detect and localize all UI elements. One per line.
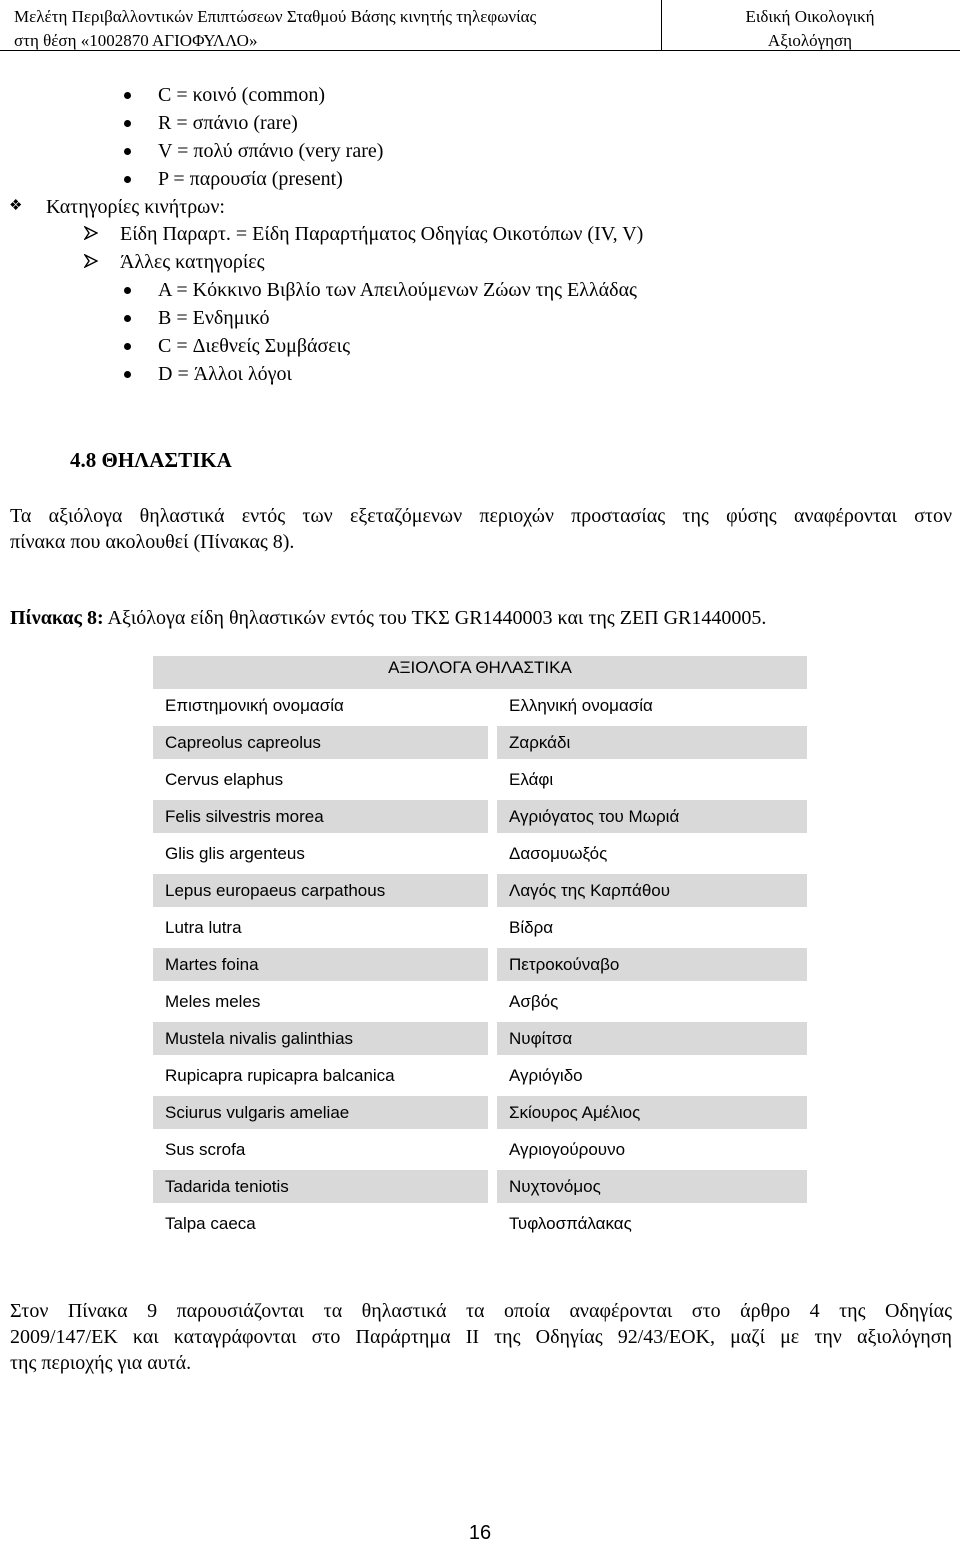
- list-item: V = πολύ σπάνιο (very rare): [158, 140, 384, 162]
- header-divider: [661, 0, 662, 50]
- cell-scientific-name: Meles meles: [165, 992, 261, 1011]
- cell-greek-name: Ζαρκάδι: [497, 726, 807, 759]
- cell-scientific-name: Capreolus capreolus: [153, 726, 488, 759]
- cell-greek-name: Ασβός: [509, 992, 559, 1011]
- intro-line-1: Τα αξιόλογα θηλαστικά εντός των εξεταζόμενων περιοχών προστασίας της φύσης αναφέρονται στον: [10, 505, 952, 527]
- column-header-scientific: Επιστημονική ονομασία: [165, 696, 344, 715]
- cell-scientific-name: Tadarida teniotis: [153, 1170, 488, 1203]
- bullet-icon: [124, 371, 131, 378]
- bullet-icon: [124, 176, 131, 183]
- arrow-bullet-icon: [84, 226, 98, 240]
- intro-paragraph: [10, 503, 952, 555]
- cell-scientific-name: Felis silvestris morea: [153, 800, 488, 833]
- cell-greek-name: Νυφίτσα: [497, 1022, 807, 1055]
- header-section-line-1: Ειδική Οικολογική: [745, 7, 875, 26]
- cell-greek-name: Αγριόγατος του Μωριά: [497, 800, 807, 833]
- list-item: C = Διεθνείς Συμβάσεις: [158, 335, 350, 357]
- section-heading: 4.8 ΘΗΛΑΣΤΙΚΑ: [70, 448, 232, 472]
- cell-greek-name: Πετροκούναβο: [497, 948, 807, 981]
- bullet-icon: [124, 343, 131, 350]
- bullet-icon: [124, 287, 131, 294]
- closing-paragraph: [10, 1298, 952, 1376]
- list-item: B = Ενδημικό: [158, 307, 270, 329]
- header-document-title: [14, 5, 654, 53]
- bullet-icon: [124, 148, 131, 155]
- page-header: [0, 0, 960, 51]
- cell-greek-name: Ελάφι: [509, 770, 554, 789]
- cell-scientific-name: Talpa caeca: [165, 1214, 256, 1233]
- cell-greek-name: Τυφλοσπάλακας: [509, 1214, 632, 1233]
- header-section-line-2: Αξιολόγηση: [767, 31, 853, 50]
- cell-scientific-name: Sciurus vulgaris ameliae: [153, 1096, 488, 1129]
- diamond-bullet-icon: ❖: [9, 198, 23, 214]
- column-header-greek: Ελληνική ονομασία: [509, 696, 653, 715]
- list-item: A = Κόκκινο Βιβλίο των Απειλούμενων Ζώων της Ελλάδας: [158, 279, 637, 301]
- cell-greek-name: Βίδρα: [509, 918, 554, 937]
- cell-greek-name: Αγριόγιδο: [509, 1066, 583, 1085]
- cell-scientific-name: Glis glis argenteus: [165, 844, 305, 863]
- closing-line-1: Στον Πίνακα 9 παρουσιάζονται τα θηλαστικά τα οποία αναφέρονται στο άρθρο 4 της Οδηγίας: [10, 1300, 952, 1322]
- cell-scientific-name: Mustela nivalis galinthias: [153, 1022, 488, 1055]
- cell-greek-name: Νυχτονόμος: [497, 1170, 807, 1203]
- header-section-title: [668, 5, 952, 53]
- closing-line-3: της περιοχής για αυτά.: [10, 1352, 192, 1374]
- closing-line-2: 2009/147/ΕΚ και καταγράφονται στο Παράρτημα ΙΙ της Οδηγίας 92/43/ΕΟΚ, μαζί με την αξιολόγηση: [10, 1326, 952, 1348]
- cell-greek-name: Δασομυωξός: [509, 844, 608, 863]
- arrow-bullet-icon: [84, 254, 98, 268]
- category-other: Άλλες κατηγορίες: [120, 251, 265, 273]
- list-item: C = κοινό (common): [158, 84, 325, 106]
- table-title: ΑΞΙΟΛΟΓΑ ΘΗΛΑΣΤΙΚΑ: [153, 656, 807, 689]
- cell-scientific-name: Martes foina: [153, 948, 488, 981]
- cell-scientific-name: Cervus elaphus: [165, 770, 284, 789]
- cell-scientific-name: Lutra lutra: [165, 918, 242, 937]
- category-annex: Είδη Παραρτ. = Είδη Παραρτήματος Οδηγίας Οικοτόπων (IV, V): [120, 223, 644, 245]
- bullet-icon: [124, 120, 131, 127]
- caption-text: Αξιόλογα είδη θηλαστικών εντός του ΤΚΣ GR1440003 και της ΖΕΠ GR1440005.: [103, 607, 767, 629]
- cell-greek-name: Λαγός της Καρπάθου: [497, 874, 807, 907]
- caption-label: Πίνακας 8:: [10, 607, 104, 629]
- header-title-line-2: στη θέση «1002870 ΑΓΙΟΦΥΛΛΟ»: [14, 31, 258, 50]
- header-title-line-1: Μελέτη Περιβαλλοντικών Επιπτώσεων Σταθμού Βάσης κινητής τηλεφωνίας: [14, 7, 537, 26]
- list-item: R = σπάνιο (rare): [158, 112, 298, 134]
- cell-greek-name: Σκίουρος Αμέλιος: [497, 1096, 807, 1129]
- categories-label: Κατηγορίες κινήτρων:: [46, 196, 225, 218]
- bullet-icon: [124, 92, 131, 99]
- intro-line-2: πίνακα που ακολουθεί (Πίνακας 8).: [10, 531, 295, 553]
- bullet-icon: [124, 315, 131, 322]
- list-item: D = Άλλοι λόγοι: [158, 363, 292, 385]
- list-item: P = παρουσία (present): [158, 168, 343, 190]
- cell-scientific-name: Sus scrofa: [165, 1140, 246, 1159]
- page-number: 16: [468, 1522, 492, 1544]
- cell-scientific-name: Lepus europaeus carpathous: [153, 874, 488, 907]
- cell-scientific-name: Rupicapra rupicapra balcanica: [165, 1066, 395, 1085]
- table-caption: [10, 607, 766, 630]
- cell-greek-name: Αγριογούρουνο: [509, 1140, 626, 1159]
